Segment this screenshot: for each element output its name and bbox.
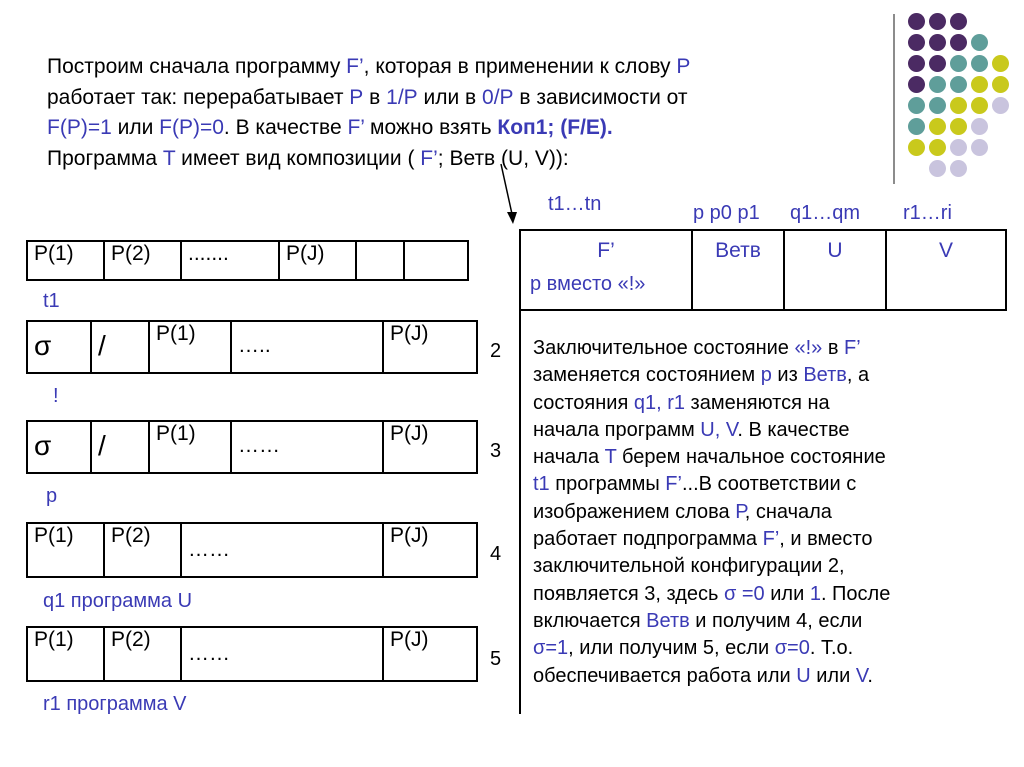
text: F’ xyxy=(347,116,365,139)
tape-4 xyxy=(26,522,478,578)
tape-cell: P(1) xyxy=(27,523,104,577)
text: t1 xyxy=(533,473,550,496)
intro-line-4 xyxy=(47,144,901,175)
dot xyxy=(971,139,988,156)
text: Р xyxy=(676,55,691,78)
tape-cell: σ xyxy=(27,421,91,473)
tape-cell: …… xyxy=(181,523,383,577)
program-cell-u: U xyxy=(784,230,886,310)
dot xyxy=(908,55,925,72)
tape-cell: P(J) xyxy=(383,523,477,577)
tape-cell: ....... xyxy=(181,241,279,280)
dot xyxy=(929,76,946,93)
text: F(P)=1 xyxy=(47,116,112,139)
tape-cell: P(1) xyxy=(149,421,231,473)
paragraph-line xyxy=(533,499,973,526)
text: Программа xyxy=(47,146,163,170)
text: в xyxy=(822,337,845,359)
paragraph-line xyxy=(533,526,973,553)
tape-cell: …… xyxy=(231,421,383,473)
paragraph-line xyxy=(533,362,973,389)
tape-5 xyxy=(26,626,478,682)
text: или xyxy=(764,582,810,605)
text: V xyxy=(855,664,868,687)
program-table xyxy=(519,229,1007,311)
paragraph-line xyxy=(533,581,973,608)
paragraph-border xyxy=(519,310,521,714)
text: . Т.о. xyxy=(809,637,854,660)
tape-3-number: 3 xyxy=(490,440,502,462)
dot xyxy=(929,13,946,30)
dot xyxy=(971,97,988,114)
text: появляется 3, здесь xyxy=(533,582,724,605)
tape-cell: P(J) xyxy=(279,241,356,280)
text: F’ xyxy=(844,337,861,359)
dot xyxy=(929,160,946,177)
dot xyxy=(992,97,1009,114)
paragraph-line: заключительной конфигурации 2, xyxy=(533,555,845,578)
text: 0/Р xyxy=(482,85,514,109)
text: изображением слова xyxy=(533,500,736,523)
tape-5-label: r1 программа V xyxy=(43,693,187,715)
dot xyxy=(971,118,988,135)
text: или xyxy=(810,664,856,687)
text: ...В соответствии с xyxy=(681,473,857,496)
text: в зависимости от xyxy=(513,85,688,109)
text: U xyxy=(796,664,811,687)
tape-cell: P(1) xyxy=(149,321,231,373)
program-cell-f-title: F’ xyxy=(597,239,615,262)
text: Коп1; (F/E). xyxy=(497,116,613,139)
text: q1, r1 xyxy=(633,391,685,414)
dot xyxy=(908,34,925,51)
explanation-paragraph xyxy=(533,335,973,690)
text: состояния xyxy=(533,391,634,414)
tape-5-number: 5 xyxy=(490,648,502,670)
text: F(P)=0 xyxy=(159,116,224,139)
tape-4-number: 4 xyxy=(490,543,502,565)
text: в xyxy=(363,85,387,109)
tape-cell: P(1) xyxy=(27,627,104,681)
text: включается xyxy=(533,609,647,632)
tape-cell: P(1) xyxy=(27,241,104,280)
text: Построим сначала программу xyxy=(47,55,347,78)
text: 1/Р xyxy=(386,85,418,109)
text: F’ xyxy=(420,146,438,170)
dot xyxy=(908,13,925,30)
text: , или получим 5, если xyxy=(568,637,775,660)
program-cell-vetv: Ветв xyxy=(692,230,784,310)
paragraph-line xyxy=(533,635,973,662)
tape-2-label: ! xyxy=(53,385,59,407)
paragraph-line xyxy=(533,417,973,444)
text: имеет вид композиции ( xyxy=(175,146,421,170)
text: , а xyxy=(846,364,870,387)
text: программы xyxy=(549,473,666,496)
text: , сначала xyxy=(744,500,832,523)
program-label-q: q1…qm xyxy=(790,202,861,224)
dot xyxy=(950,160,967,177)
text: Р xyxy=(349,85,364,109)
dot xyxy=(929,34,946,51)
program-label-t: t1…tn xyxy=(548,193,602,215)
text: , которая в применении к слову xyxy=(363,55,677,78)
paragraph-line xyxy=(533,390,973,417)
tape-2 xyxy=(26,320,478,374)
dot xyxy=(992,76,1009,93)
program-label-p: p p0 p1 xyxy=(693,202,760,224)
tape-cell: / xyxy=(91,421,149,473)
dot xyxy=(950,13,967,30)
text: F’ xyxy=(762,528,780,551)
tape-2-number: 2 xyxy=(490,340,502,362)
text: работает подпрограмма xyxy=(533,528,763,551)
dot xyxy=(950,55,967,72)
text: σ=0 xyxy=(774,637,810,660)
program-cell-v: V xyxy=(886,230,1006,310)
text: начала xyxy=(533,446,605,469)
text: заменяются на xyxy=(685,391,830,414)
text: F’ xyxy=(346,55,364,78)
paragraph-line xyxy=(533,608,973,635)
text: «!» xyxy=(794,337,823,359)
tape-1 xyxy=(26,240,469,281)
text: U, V xyxy=(700,418,738,441)
intro-line-3 xyxy=(47,113,901,144)
dot xyxy=(908,118,925,135)
text: заменяется состоянием xyxy=(533,364,761,387)
text: . В качестве xyxy=(737,418,850,441)
tape-cell: σ xyxy=(27,321,91,373)
text: Р xyxy=(735,500,745,523)
text: из xyxy=(771,364,804,387)
tape-cell: ….. xyxy=(231,321,383,373)
text: можно взять xyxy=(364,116,498,139)
tape-cell xyxy=(356,241,404,280)
tape-cell: P(J) xyxy=(383,627,477,681)
text: берем начальное состояние xyxy=(616,446,886,469)
dot xyxy=(950,34,967,51)
dot xyxy=(950,139,967,156)
tape-3 xyxy=(26,420,478,474)
tape-cell: / xyxy=(91,321,149,373)
dot xyxy=(929,55,946,72)
paragraph-line xyxy=(533,471,973,498)
tape-4-label: q1 программа U xyxy=(43,590,193,612)
dot xyxy=(929,118,946,135)
text: ; Ветв (U, V)): xyxy=(437,146,569,170)
tape-cell xyxy=(404,241,468,280)
text: или xyxy=(111,116,160,139)
paragraph-line xyxy=(533,663,973,690)
tape-cell: P(J) xyxy=(383,321,477,373)
text: σ=1 xyxy=(533,637,569,660)
dot xyxy=(971,55,988,72)
dot xyxy=(971,76,988,93)
text: р xyxy=(760,364,772,387)
text: обеспечивается работа или xyxy=(533,664,797,687)
dot xyxy=(992,55,1009,72)
text: начала программ xyxy=(533,418,701,441)
dot xyxy=(908,76,925,93)
program-cell-f-subtitle: р вместо «!» xyxy=(530,273,646,295)
text: , и вместо xyxy=(779,528,873,551)
dot xyxy=(908,97,925,114)
text: . В качестве xyxy=(223,116,348,139)
text: работает так: перерабатывает xyxy=(47,85,350,109)
text: или в xyxy=(417,85,483,109)
paragraph-line xyxy=(533,444,973,471)
paragraph-line xyxy=(533,335,973,362)
text: 1 xyxy=(809,582,821,605)
tape-cell: P(2) xyxy=(104,523,181,577)
text: Заключительное состояние xyxy=(533,337,795,359)
dot xyxy=(929,97,946,114)
text: F’ xyxy=(665,473,682,496)
program-label-r: r1…ri xyxy=(903,202,952,224)
tape-1-label: t1 xyxy=(43,290,60,312)
dot xyxy=(950,118,967,135)
dot xyxy=(971,34,988,51)
intro-text xyxy=(41,52,901,174)
text: . После xyxy=(820,582,891,605)
arrow-icon xyxy=(495,160,525,226)
dot xyxy=(908,139,925,156)
tape-cell: P(2) xyxy=(104,627,181,681)
tape-cell: …… xyxy=(181,627,383,681)
text: . xyxy=(867,664,873,687)
dot xyxy=(929,139,946,156)
program-cell-f xyxy=(520,230,692,310)
text: Ветв xyxy=(646,609,690,632)
tape-3-label: p xyxy=(46,485,58,507)
text: T xyxy=(604,446,617,469)
dot xyxy=(950,97,967,114)
text: Ветв xyxy=(803,364,847,387)
text: T xyxy=(162,146,176,170)
intro-line-2 xyxy=(47,83,901,114)
tape-cell: P(2) xyxy=(104,241,181,280)
text: и получим 4, если xyxy=(689,609,863,632)
intro-line-1 xyxy=(47,52,901,83)
tape-cell: P(J) xyxy=(383,421,477,473)
dot xyxy=(950,76,967,93)
text: σ =0 xyxy=(723,582,765,605)
